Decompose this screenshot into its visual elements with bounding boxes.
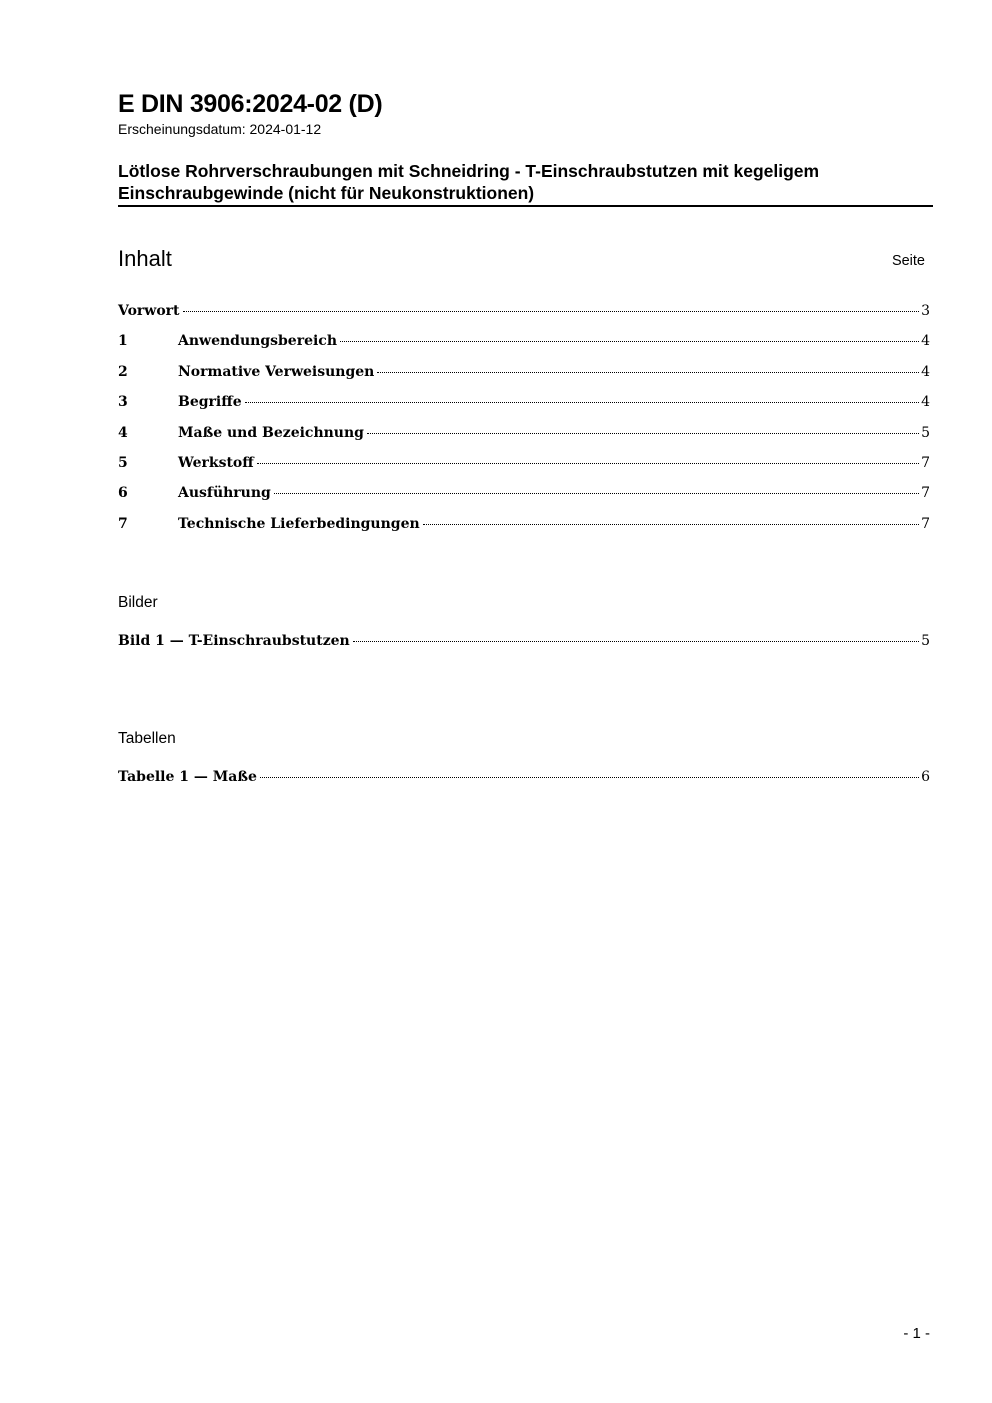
toc-entry-number: 2 [118, 363, 128, 380]
toc-entry-6[interactable] [118, 485, 930, 515]
toc-entry-3[interactable] [118, 394, 930, 424]
figure-entry-page: 5 [921, 633, 930, 649]
figures-list [118, 633, 930, 663]
toc-entry-4[interactable] [118, 425, 930, 455]
tables-list [118, 769, 930, 799]
document-id: E DIN 3906:2024-02 (D) [118, 90, 383, 118]
dot-leader [257, 463, 919, 464]
toc-entry-number: 7 [118, 515, 128, 532]
toc-entry-page: 7 [921, 454, 930, 471]
document-title: Lötlose Rohrverschraubungen mit Schneidring - T-Einschraubstutzen mit kegeligem Einschraubgewinde (nicht für Neukonstruktionen) [118, 161, 820, 203]
toc-entry-page: 4 [921, 333, 930, 350]
toc-entry-1[interactable] [118, 333, 930, 363]
toc-entry-page: 3 [921, 303, 930, 319]
dot-leader [183, 311, 920, 312]
toc-entry-title: Technische Lieferbedingungen [178, 515, 420, 532]
title-divider [118, 205, 933, 207]
table-entry-title: Tabelle 1 — Maße [118, 769, 257, 785]
toc-entry-title: Vorwort [118, 303, 180, 319]
toc-entry-7[interactable] [118, 516, 930, 546]
tables-heading: Tabellen [118, 730, 176, 747]
figure-entry[interactable] [118, 633, 930, 663]
toc-entry-page: 7 [921, 485, 930, 502]
toc-heading: Inhalt [118, 246, 172, 271]
dot-leader [367, 433, 919, 434]
figure-entry-title: Bild 1 — T-Einschraubstutzen [118, 633, 350, 649]
toc-entry-page: 7 [921, 515, 930, 532]
toc-entry-5[interactable] [118, 455, 930, 485]
table-entry-page: 6 [921, 769, 930, 785]
toc-entry-number: 6 [118, 485, 128, 502]
dot-leader [377, 372, 919, 373]
toc-entry-title: Maße und Bezeichnung [178, 424, 364, 441]
dot-leader [260, 777, 919, 778]
toc-entry-page: 5 [921, 424, 930, 441]
toc-entry-title: Werkstoff [178, 454, 254, 471]
toc-entry-number: 3 [118, 394, 128, 411]
toc-entry-page: 4 [921, 363, 930, 380]
toc-entry-title: Ausführung [178, 485, 271, 502]
dot-leader [423, 524, 919, 525]
toc-entry-title: Normative Verweisungen [178, 363, 375, 380]
page-number: - 1 - [903, 1325, 930, 1342]
dot-leader [245, 402, 919, 403]
page-column-label: Seite [891, 253, 925, 269]
dot-leader [274, 493, 919, 494]
toc-entry-vorwort[interactable] [118, 303, 930, 333]
toc-list [118, 303, 930, 546]
toc-entry-number: 4 [118, 424, 128, 441]
toc-entry-number: 5 [118, 454, 128, 471]
dot-leader [340, 341, 919, 342]
toc-entry-2[interactable] [118, 364, 930, 394]
figures-heading: Bilder [118, 594, 158, 611]
toc-entry-title: Begriffe [178, 394, 242, 411]
publication-date: Erscheinungsdatum: 2024-01-12 [118, 121, 322, 137]
toc-entry-number: 1 [118, 333, 128, 350]
toc-entry-title: Anwendungsbereich [178, 333, 337, 350]
toc-entry-page: 4 [921, 394, 930, 411]
dot-leader [353, 641, 919, 642]
table-entry[interactable] [118, 769, 930, 799]
